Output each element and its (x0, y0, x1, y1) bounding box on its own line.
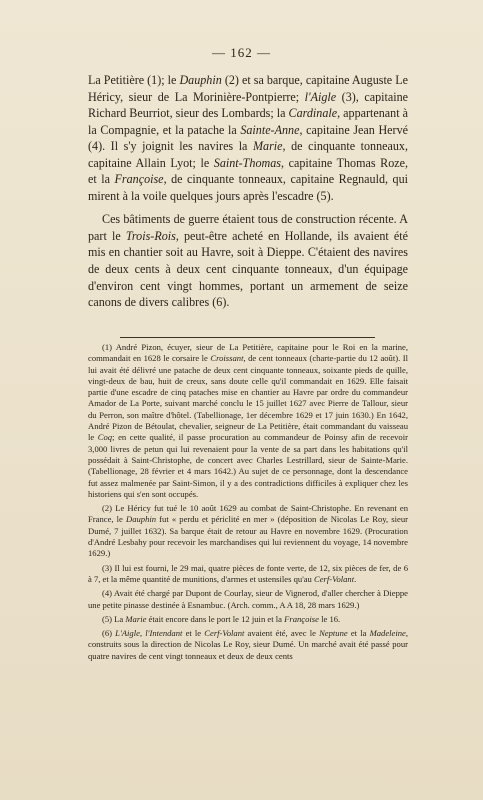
body-paragraph: Ces bâtiments de guerre étaient tous de construction récente. A part le Trois-Rois, peut-être acheté en Hollande, ils avaient été mis en chantier soit au Havre, soit à Dieppe. C'étaient des navires de deux cents à deux cent cinquante tonneaux, d'un équipage d'environ cent vingt hommes, portant un armement de seize canons de divers calibres (6). (88, 212, 409, 310)
main-text (88, 72, 408, 311)
footnote: (2) Le Héricy fut tué le 10 août 1629 au combat de Saint-Christophe. En revenant en France, le Dauphin fut « perdu et périclité en mer » (déposition de Nicolas Le Roy, sieur Dumé, 7 juillet 1632). Sa barque était de retour au Havre en novembre 1629. (Procuration d'André Lesbahy pour recevoir les marchandises qui lui reviennent du voyage, 14 novembre 1629.) (88, 503, 409, 559)
footnote: (1) André Pizon, écuyer, sieur de La Petitière, capitaine pour le Roi en la marine, commandait en 1628 le corsaire le Croissant, de cent tonneaux (charte-partie du 12 août). Il lui avait été délivré une patache de deux cent cinquante tonneaux, soixante pieds de quille, vingt-deux de bau, huit de creux, sans doute celle qu'il commandait en 1629. Elle faisait partie d'une escadre de cinq pataches mise en chantier au Havre par ordre du commandeur Amador de La Porte, suivant marché conclu le 15 juillet 1627 avec Pierre de Tallour, sieur du Perron, son maître d'hôtel. (Tabellionage, 1er décembre 1629 et 17 juin 1630.) En 1642, André Pizon de Bétoulat, chevalier, seigneur de La Petitière, était commandant du vaisseau le Coq; en cette qualité, il passe procuration au commandeur de Poinsy afin de recevoir 3,000 livres de petun qui lui revenaient pour la vente de sa part dans les habitations qu'il possédait à Saint-Christophe, de concert avec Charles Lestrillard, sieur de Sainte-Marie. (Tabellionage, 28 février et 4 mars 1642.) Au sujet de ce personnage, dont la descendance fut assez malmenée par Saint-Simon, il y a des contradictions difficiles à expliquer chez les historiens qui s'en sont occupés. (88, 342, 408, 499)
footnote: (5) La Marie était encore dans le port le 12 juin et la Françoise le 16. (102, 613, 341, 624)
footnote-separator (120, 337, 375, 338)
footnotes (88, 342, 408, 662)
page-number: — 162 — (212, 45, 271, 60)
footnote: (4) Avait été chargé par Dupont de Courlay, sieur de Vignerod, d'aller chercher à Dieppe une petite pinasse destinée à Esnambuc. (Arch. comm., A A 18, 28 mars 1629.) (88, 588, 408, 610)
body-paragraph: La Petitière (1); le Dauphin (2) et sa barque, capitaine Auguste Le Héricy, sieur de La Morinière-Pontpierre; l'Aigle (3), capitaine Richard Beurriot, sieur des Lombards; la Cardinale, appartenant à la Compagnie, et la patache la Sainte-Anne, capitaine Jean Hervé (4). Il s'y joignit les navires la Marie, de cinquante tonneaux, capitaine Allain Lyot; le Saint-Thomas, capitaine Thomas Roze, et la Françoise, de cinquante tonneaux, capitaine Regnauld, qui mirent à la voile quelques jours après l'escadre (5). (88, 73, 409, 203)
footnote: (6) L'Aigle, l'Intendant et le Cerf-Volant avaient été, avec le Neptune et la Madeleine, construits sous la direction de Nicolas Le Roy, sieur Dumé. Un marché avait été passé pour quatre navires de cent vingt tonneaux et deux de deux cents (88, 628, 408, 661)
footnote: (3) Il lui est fourni, le 29 mai, quatre pièces de fonte verte, de 12, six pièces de fer, de 6 à 7, et la même quantité de munitions, d'armes et ustensiles qu'au Cerf-Volant. (88, 562, 408, 584)
